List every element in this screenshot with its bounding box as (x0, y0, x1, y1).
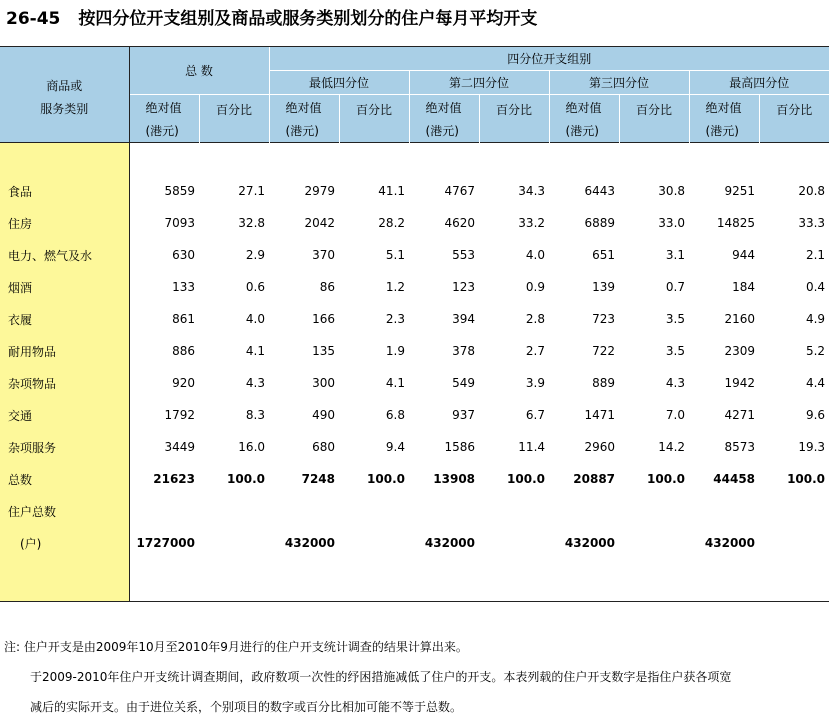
abs-value-cell: 944 (732, 248, 756, 262)
abs-value-cell: 2979 (304, 184, 336, 198)
row-label: 电力、燃气及水 (0, 239, 129, 271)
row-label: 衣履 (0, 303, 129, 335)
expenditure-table (0, 46, 829, 602)
pct-value-cell: 14.2 (658, 440, 686, 454)
abs-value-cell: 139 (592, 280, 616, 294)
pct-value-cell: 100.0 (787, 472, 826, 486)
abs-value-cell: 6443 (584, 184, 616, 198)
pct-value-cell: 33.3 (798, 216, 826, 230)
abs-value-cell: 1471 (584, 408, 616, 422)
pct-value-cell: 33.0 (658, 216, 686, 230)
page-title (6, 4, 537, 34)
abs-value-cell: 680 (312, 440, 336, 454)
abs-header: 绝对值 (港元) (689, 95, 759, 143)
households-value: 432000 (284, 536, 336, 550)
table-row (0, 399, 829, 431)
pct-value-cell: 9.4 (385, 440, 406, 454)
quartile-group-header: 四分位开支组别 (269, 47, 829, 71)
note-line-2: 于2009-2010年住户开支统计调查期间，政府数项一次性的纾困措施减低了住户的开支。本表列载的住户开支数字是指住户获各项宽 (30, 670, 732, 684)
data-rows (0, 175, 829, 495)
pct-value-cell: 4.3 (245, 376, 266, 390)
abs-value-cell: 394 (452, 312, 476, 326)
abs-value-cell: 9251 (724, 184, 756, 198)
abs-value-cell: 14825 (716, 216, 756, 230)
table-row (0, 463, 829, 495)
pct-value-cell: 3.9 (525, 376, 546, 390)
table-title: 按四分位开支组别及商品或服务类别划分的住户每月平均开支 (78, 9, 538, 29)
stub-header-line2: 服务类别 (40, 101, 89, 116)
pct-header: 百分比 (339, 95, 409, 143)
abs-value-cell: 166 (312, 312, 336, 326)
pct-value-cell: 32.8 (238, 216, 266, 230)
pct-value-cell: 20.8 (798, 184, 826, 198)
pct-value-cell: 11.4 (518, 440, 546, 454)
pct-value-cell: 16.0 (238, 440, 266, 454)
households-unit: (户) (0, 527, 129, 559)
pct-value-cell: 0.4 (805, 280, 826, 294)
abs-value-cell: 490 (312, 408, 336, 422)
row-label: 烟酒 (0, 271, 129, 303)
table-row (0, 175, 829, 207)
stub-header (0, 47, 129, 143)
households-value: 432000 (704, 536, 756, 550)
abs-value-cell: 6889 (584, 216, 616, 230)
table-row (0, 335, 829, 367)
abs-value-cell: 723 (592, 312, 616, 326)
row-label: 住房 (0, 207, 129, 239)
abs-value-cell: 553 (452, 248, 476, 262)
abs-value-cell: 549 (452, 376, 476, 390)
households-value: 1727000 (136, 536, 195, 550)
pct-value-cell: 33.2 (518, 216, 546, 230)
abs-value-cell: 2042 (304, 216, 336, 230)
pct-header: 百分比 (479, 95, 549, 143)
abs-value-cell: 300 (312, 376, 336, 390)
pct-value-cell: 3.5 (665, 344, 686, 358)
abs-value-cell: 2160 (724, 312, 756, 326)
pct-value-cell: 2.7 (525, 344, 546, 358)
abs-value-cell: 2309 (724, 344, 756, 358)
pct-value-cell: 34.3 (518, 184, 546, 198)
pct-header: 百分比 (199, 95, 269, 143)
row-label: 杂项服务 (0, 431, 129, 463)
pct-value-cell: 8.3 (245, 408, 266, 422)
abs-value-cell: 21623 (153, 472, 195, 486)
abs-value-cell: 4271 (724, 408, 756, 422)
pct-value-cell: 4.3 (665, 376, 686, 390)
abs-value-cell: 133 (172, 280, 195, 294)
abs-value-cell: 651 (592, 248, 616, 262)
quartile-header-2: 第二四分位 (409, 71, 549, 95)
stub-header-line1: 商品或 (46, 78, 83, 93)
table-row (0, 303, 829, 335)
quartile-header-3: 第三四分位 (549, 71, 689, 95)
total-header: 总 数 (129, 47, 269, 95)
pct-value-cell: 2.8 (525, 312, 546, 326)
abs-header: 绝对值 (港元) (409, 95, 479, 143)
pct-value-cell: 0.6 (245, 280, 266, 294)
abs-value-cell: 5859 (164, 184, 195, 198)
table-row (0, 367, 829, 399)
pct-header: 百分比 (619, 95, 689, 143)
pct-value-cell: 0.9 (525, 280, 546, 294)
abs-header: 绝对值 (港元) (269, 95, 339, 143)
abs-value-cell: 13908 (433, 472, 476, 486)
pct-value-cell: 2.1 (805, 248, 826, 262)
pct-value-cell: 1.2 (385, 280, 406, 294)
pct-value-cell: 6.7 (525, 408, 546, 422)
abs-value-cell: 1792 (164, 408, 195, 422)
abs-value-cell: 184 (732, 280, 756, 294)
pct-value-cell: 100.0 (647, 472, 686, 486)
note-line-3: 减后的实际开支。由于进位关系，个别项目的数字或百分比相加可能不等于总数。 (30, 700, 463, 714)
abs-value-cell: 861 (172, 312, 195, 326)
pct-value-cell: 27.1 (238, 184, 266, 198)
pct-value-cell: 5.2 (805, 344, 826, 358)
abs-value-cell: 44458 (713, 472, 756, 486)
abs-value-cell: 2960 (584, 440, 616, 454)
pct-header: 百分比 (759, 95, 829, 143)
abs-value-cell: 7093 (164, 216, 195, 230)
quartile-header-1: 最低四分位 (269, 71, 409, 95)
pct-value-cell: 41.1 (378, 184, 406, 198)
abs-value-cell: 1586 (444, 440, 476, 454)
abs-value-cell: 920 (172, 376, 195, 390)
abs-value-cell: 1942 (724, 376, 756, 390)
pct-value-cell: 30.8 (658, 184, 686, 198)
pct-value-cell: 100.0 (227, 472, 266, 486)
abs-value-cell: 937 (452, 408, 476, 422)
abs-value-cell: 123 (452, 280, 476, 294)
pct-value-cell: 7.0 (665, 408, 686, 422)
table-row (0, 207, 829, 239)
row-label: 食品 (0, 175, 129, 207)
abs-value-cell: 7248 (301, 472, 336, 486)
abs-value-cell: 630 (172, 248, 195, 262)
table-row (0, 431, 829, 463)
pct-value-cell: 2.9 (245, 248, 266, 262)
pct-value-cell: 9.6 (805, 408, 826, 422)
pct-value-cell: 19.3 (798, 440, 826, 454)
households-value: 432000 (424, 536, 476, 550)
pct-value-cell: 0.7 (665, 280, 686, 294)
abs-value-cell: 3449 (164, 440, 195, 454)
pct-value-cell: 28.2 (378, 216, 406, 230)
pct-value-cell: 3.5 (665, 312, 686, 326)
abs-value-cell: 722 (592, 344, 616, 358)
abs-header: 绝对值 (港元) (129, 95, 199, 143)
abs-value-cell: 889 (592, 376, 616, 390)
table-number: 26-45 (6, 9, 61, 29)
pct-value-cell: 100.0 (367, 472, 406, 486)
pct-value-cell: 4.0 (245, 312, 266, 326)
households-label: 住户总数 (0, 495, 129, 527)
pct-value-cell: 4.9 (805, 312, 826, 326)
abs-value-cell: 4767 (444, 184, 476, 198)
households-value: 432000 (564, 536, 616, 550)
abs-value-cell: 4620 (444, 216, 476, 230)
pct-value-cell: 4.0 (525, 248, 546, 262)
abs-value-cell: 20887 (573, 472, 616, 486)
abs-value-cell: 135 (312, 344, 336, 358)
pct-value-cell: 4.1 (245, 344, 266, 358)
pct-value-cell: 1.9 (385, 344, 406, 358)
row-label: 杂项物品 (0, 367, 129, 399)
pct-value-cell: 100.0 (507, 472, 546, 486)
abs-header: 绝对值 (港元) (549, 95, 619, 143)
abs-value-cell: 378 (452, 344, 476, 358)
note-line-1: 注: 住户开支是由2009年10月至2010年9月进行的住户开支统计调查的结果计算出来。 (4, 640, 468, 654)
abs-value-cell: 370 (312, 248, 336, 262)
row-label: 交通 (0, 399, 129, 431)
abs-value-cell: 8573 (724, 440, 756, 454)
table-row (0, 239, 829, 271)
row-label: 总数 (0, 463, 129, 495)
abs-value-cell: 886 (172, 344, 195, 358)
table-row (0, 271, 829, 303)
abs-value-cell: 86 (319, 280, 336, 294)
pct-value-cell: 3.1 (665, 248, 686, 262)
pct-value-cell: 2.3 (385, 312, 406, 326)
pct-value-cell: 6.8 (385, 408, 406, 422)
row-label: 耐用物品 (0, 335, 129, 367)
pct-value-cell: 5.1 (385, 248, 406, 262)
pct-value-cell: 4.4 (805, 376, 826, 390)
pct-value-cell: 4.1 (385, 376, 406, 390)
quartile-header-4: 最高四分位 (689, 71, 829, 95)
